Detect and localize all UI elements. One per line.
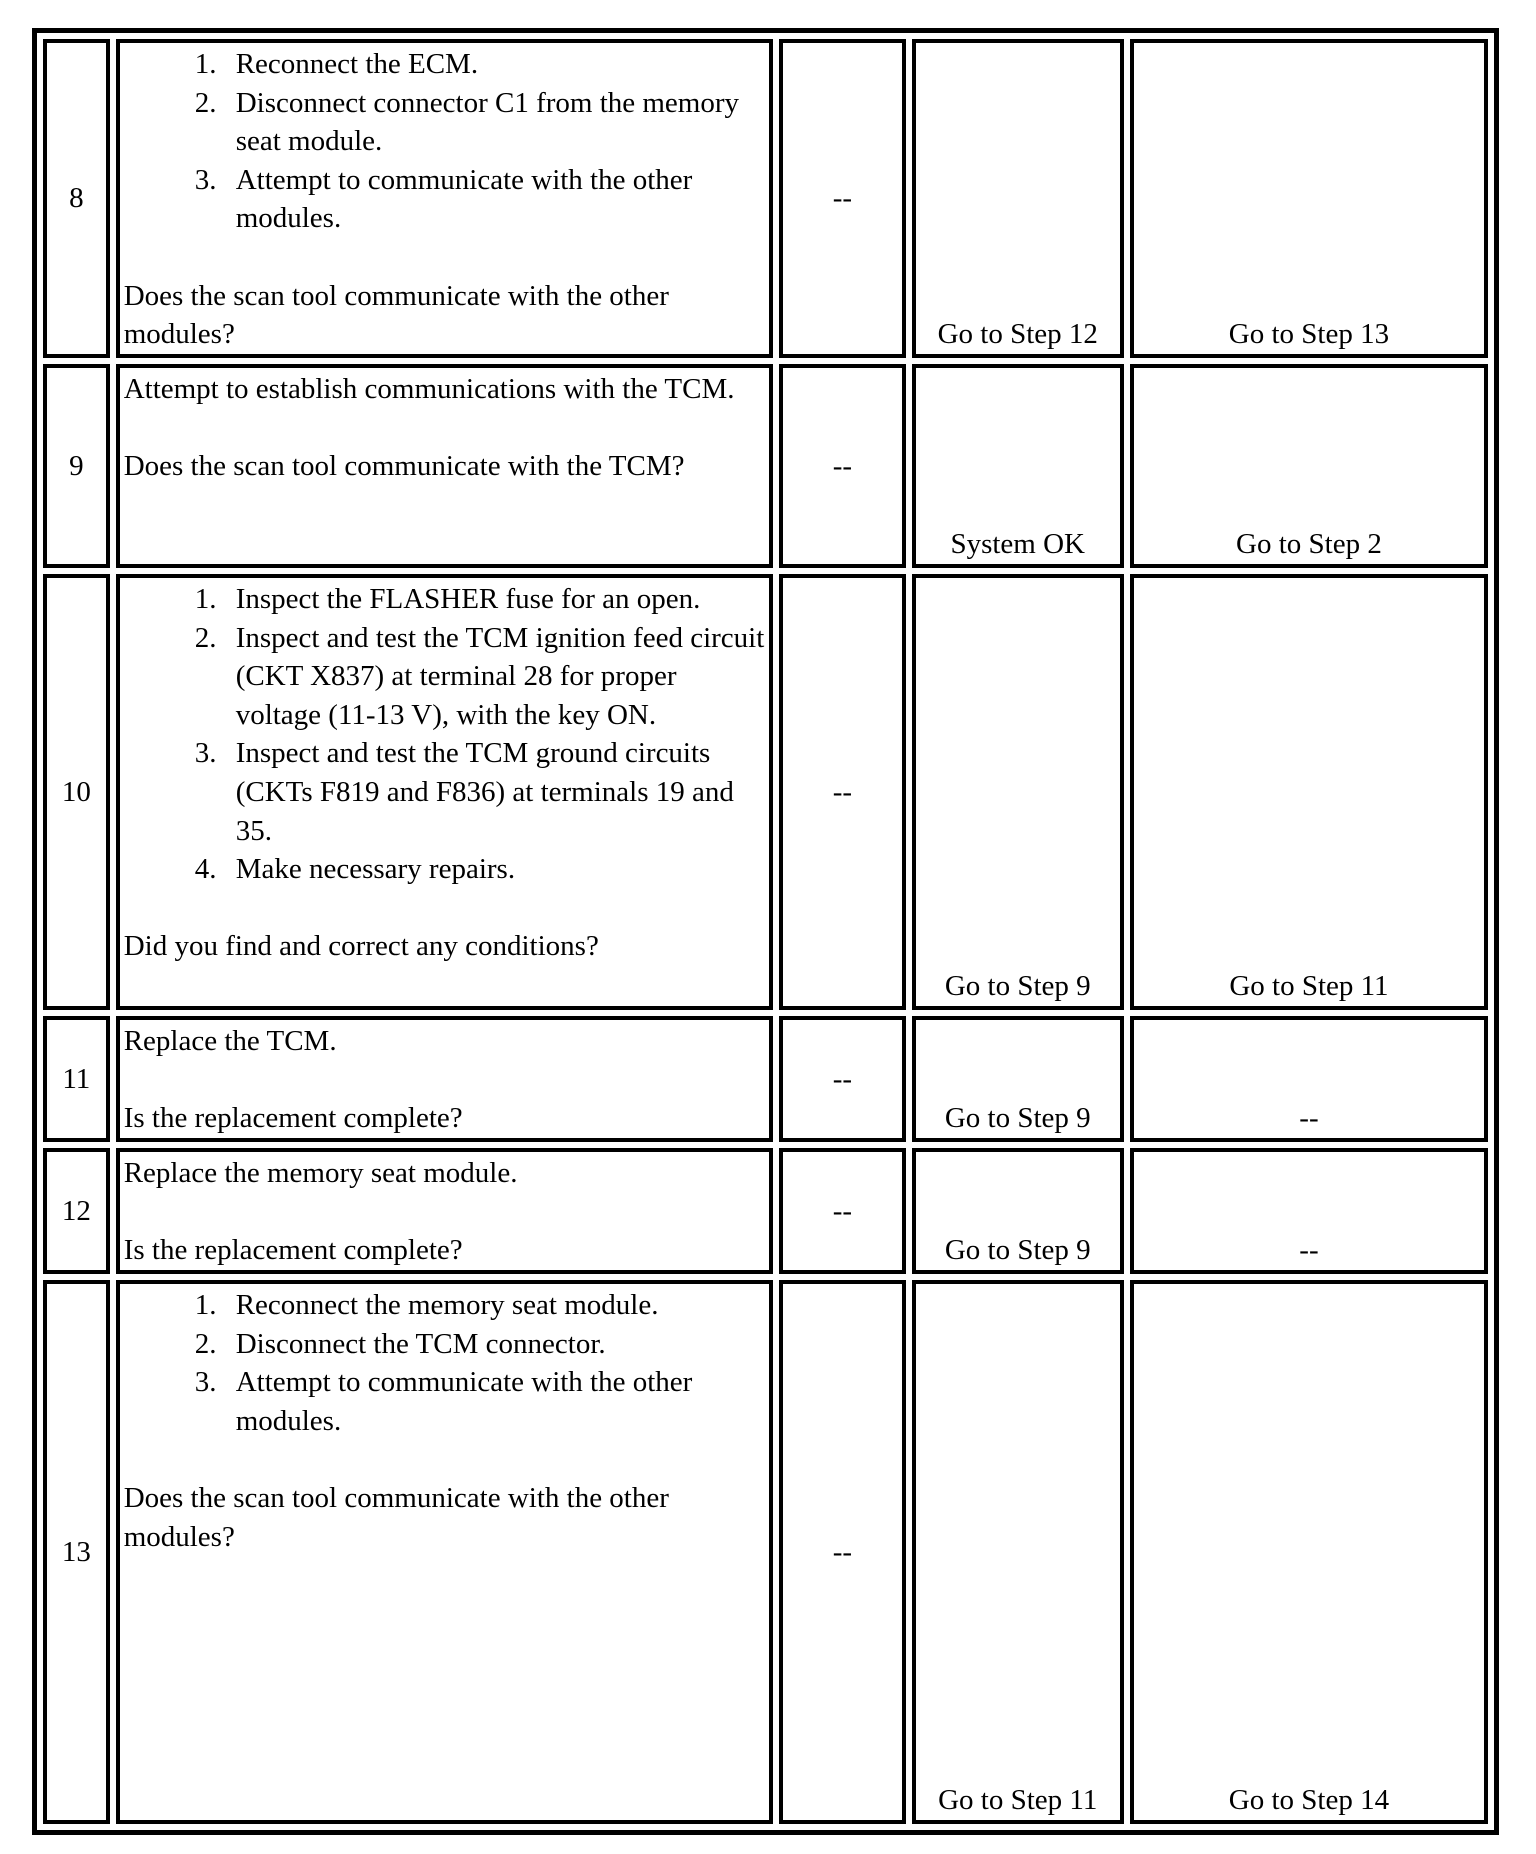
yes-cell: System OK: [912, 364, 1124, 568]
action-cell: [116, 364, 774, 568]
list-item: 1. Inspect the FLASHER fuse for an open.: [224, 580, 766, 619]
table-row: [43, 1280, 1488, 1824]
step-number: 13: [43, 1280, 110, 1824]
step-number: 10: [43, 574, 110, 1010]
action-text: Replace the memory seat module.: [123, 1157, 518, 1189]
question: Is the replacement complete?: [123, 1102, 463, 1135]
step-number: 12: [43, 1148, 110, 1274]
value-cell: --: [779, 1280, 905, 1824]
value-cell: --: [779, 1016, 905, 1142]
question: Does the scan tool communicate with the TCM?: [123, 450, 685, 483]
step-number: 8: [43, 39, 110, 358]
question: Is the replacement complete?: [123, 1234, 463, 1267]
value-cell: --: [779, 364, 905, 568]
action-cell: [116, 39, 774, 358]
yes-cell: Go to Step 9: [912, 574, 1124, 1010]
action-cell: [116, 1016, 774, 1142]
table-row: [43, 1016, 1488, 1142]
no-cell: --: [1130, 1148, 1488, 1274]
list-item: 1. Reconnect the ECM.: [224, 45, 766, 84]
action-cell: [116, 1280, 774, 1824]
list-item: 2. Disconnect the TCM connector.: [224, 1325, 766, 1364]
list-item: 4. Make necessary repairs.: [224, 850, 766, 889]
action-cell: [116, 1148, 774, 1274]
no-cell: Go to Step 2: [1130, 364, 1488, 568]
question: Does the scan tool communicate with the other modules?: [123, 279, 669, 351]
action-list: [124, 1286, 766, 1440]
step-number: 11: [43, 1016, 110, 1142]
no-cell: Go to Step 14: [1130, 1280, 1488, 1824]
action-list: [124, 45, 766, 238]
yes-cell: Go to Step 11: [912, 1280, 1124, 1824]
no-cell: Go to Step 11: [1130, 574, 1488, 1010]
list-item: 3. Attempt to communicate with the other modules.: [224, 1363, 766, 1440]
yes-cell: Go to Step 9: [912, 1016, 1124, 1142]
action-list: [124, 580, 766, 889]
no-cell: --: [1130, 1016, 1488, 1142]
list-item: 3. Attempt to communicate with the other modules.: [224, 161, 766, 238]
question: Did you find and correct any conditions?: [123, 930, 599, 963]
table-row: [43, 574, 1488, 1010]
step-number: 9: [43, 364, 110, 568]
no-cell: Go to Step 13: [1130, 39, 1488, 358]
list-item: 2. Disconnect connector C1 from the memory seat module.: [224, 84, 766, 161]
action-text: Attempt to establish communications with the TCM.: [123, 373, 735, 405]
value-cell: --: [779, 1148, 905, 1274]
yes-cell: Go to Step 12: [912, 39, 1124, 358]
diagnostic-table: [32, 28, 1499, 1835]
value-cell: --: [779, 39, 905, 358]
list-item: 3. Inspect and test the TCM ground circuits (CKTs F819 and F836) at terminals 19 and 35.: [224, 734, 766, 850]
question: Does the scan tool communicate with the other modules?: [123, 1481, 669, 1553]
table-row: [43, 1148, 1488, 1274]
value-cell: --: [779, 574, 905, 1010]
action-text: Replace the TCM.: [123, 1025, 337, 1057]
list-item: 2. Inspect and test the TCM ignition feed circuit (CKT X837) at terminal 28 for proper voltage (11-13 V), with the key ON.: [224, 619, 766, 735]
table-row: [43, 364, 1488, 568]
table-row: [43, 39, 1488, 358]
yes-cell: Go to Step 9: [912, 1148, 1124, 1274]
action-cell: [116, 574, 774, 1010]
list-item: 1. Reconnect the memory seat module.: [224, 1286, 766, 1325]
